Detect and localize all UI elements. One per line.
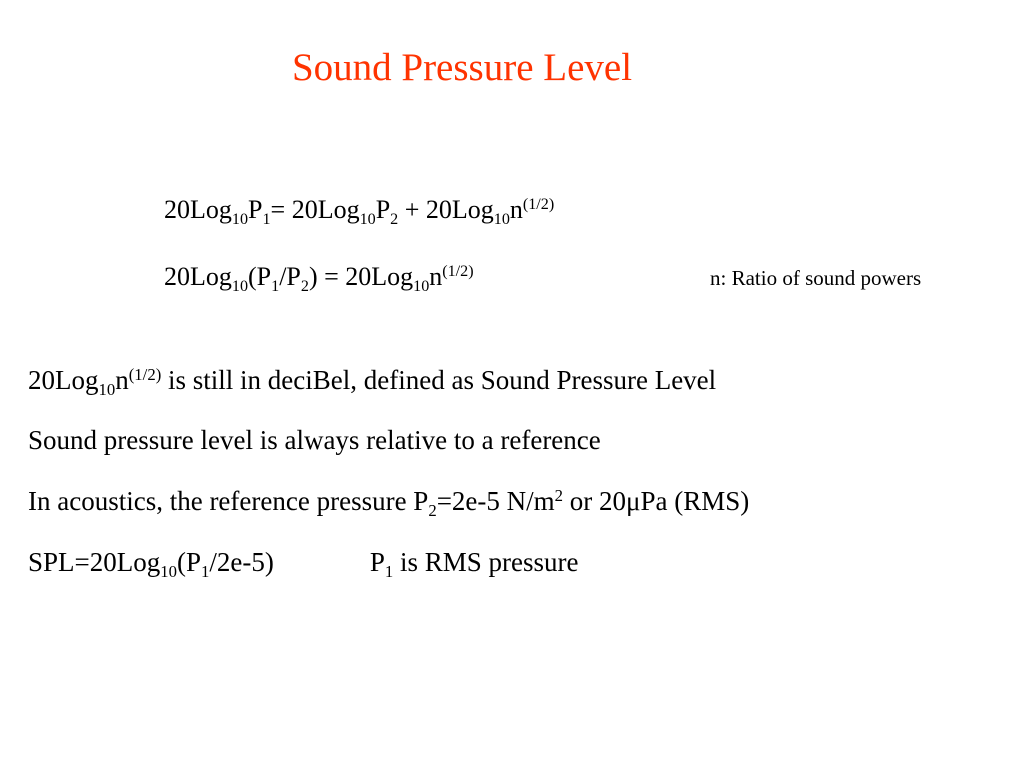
note-ratio-definition: n: Ratio of sound powers — [710, 266, 922, 290]
l4-open: (P — [176, 547, 201, 577]
eq2-var-n: n — [429, 262, 443, 291]
eq2-p1-sub: 1 — [271, 277, 280, 295]
eq2-log-base-a: 10 — [231, 277, 248, 295]
l4-spl: SPL=20Log — [28, 547, 161, 577]
l3-mid: =2e-5 N/m — [436, 486, 555, 516]
eq1-exponent: (1/2) — [522, 196, 555, 214]
l1-coeff: 20Log — [28, 365, 99, 395]
l4-p: P — [369, 547, 385, 577]
body-line-3 — [28, 485, 750, 520]
eq1-var-b-sub: 2 — [390, 210, 399, 228]
eq2-p2-sub: 2 — [300, 277, 309, 295]
l4-p1-sub: 1 — [201, 561, 210, 581]
slide-title: Sound Pressure Level — [291, 46, 633, 89]
l4-log-base: 10 — [160, 561, 177, 581]
eq1-log-base-b: 10 — [359, 210, 376, 228]
eq2-term-a: 20Log — [164, 262, 232, 291]
l3-end: or 20μPa (RMS) — [563, 486, 750, 516]
body-line-1 — [28, 364, 717, 399]
eq2-exponent: (1/2) — [442, 263, 474, 281]
l1-text: is still in deciBel, defined as Sound Pressure Level — [161, 365, 717, 395]
l4-p-sub: 1 — [384, 561, 394, 581]
equation-2 — [164, 261, 474, 293]
eq1-plus: + 20Log — [398, 195, 494, 224]
l3-sub: 2 — [428, 500, 437, 520]
l1-exponent: (1/2) — [128, 364, 162, 384]
eq2-open: (P — [248, 262, 272, 291]
body-line-4 — [28, 546, 579, 581]
eq2-log-base-b: 10 — [413, 277, 430, 295]
eq1-var-a: P — [248, 195, 263, 224]
l4-rms-text: is RMS pressure — [393, 547, 579, 577]
l1-var: n — [115, 365, 129, 395]
l1-log-base: 10 — [98, 379, 116, 399]
eq1-var-b: P — [375, 195, 391, 224]
equation-1 — [164, 194, 554, 226]
l3-sup: 2 — [554, 485, 564, 505]
l3-text: In acoustics, the reference pressure P — [28, 486, 429, 516]
body-line-2: Sound pressure level is always relative to a reference — [28, 425, 601, 455]
eq2-close-equals: ) = 20Log — [308, 262, 414, 291]
eq1-term-a: 20Log — [164, 195, 232, 224]
eq1-var-c: n — [509, 195, 523, 224]
l4-end: /2e-5) — [209, 547, 274, 577]
eq1-log-base-a: 10 — [231, 210, 248, 228]
eq1-log-base-c: 10 — [493, 210, 510, 228]
eq1-equals: = 20Log — [270, 195, 360, 224]
eq2-slash: /P — [279, 262, 301, 291]
eq1-var-a-sub: 1 — [262, 210, 271, 228]
